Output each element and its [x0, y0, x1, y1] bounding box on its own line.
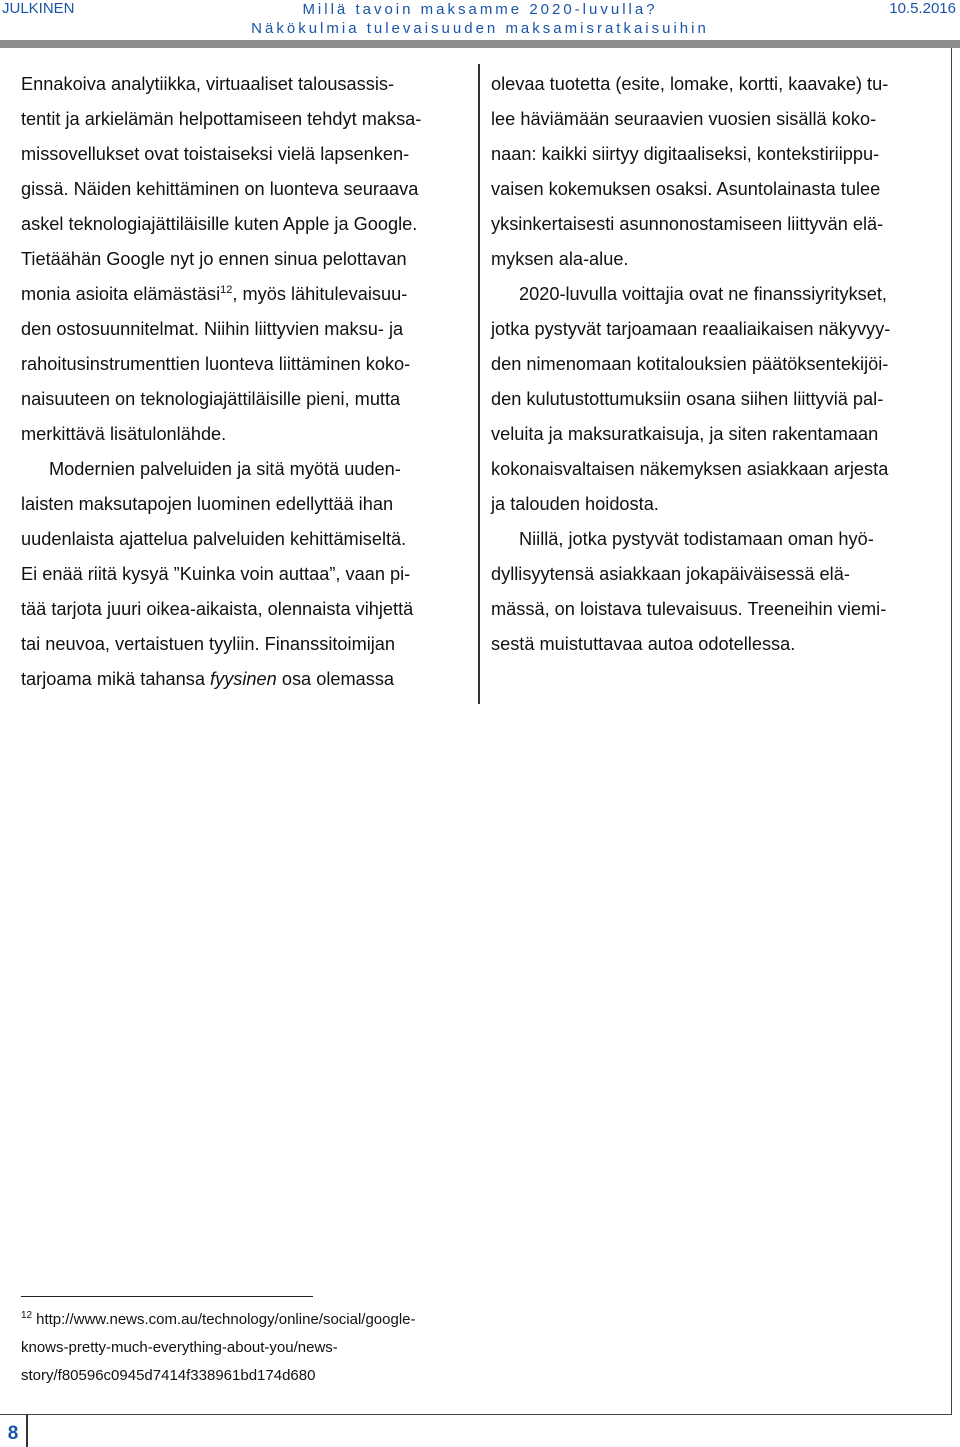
- text-line: Ennakoiva analytiikka, virtuaaliset talousassis-: [21, 74, 395, 94]
- text-line: myksen ala-alue.: [491, 249, 629, 269]
- text-line: sestä muistuttavaa autoa odotellessa.: [491, 634, 796, 654]
- footnote-link[interactable]: knows-pretty-much-everything-about-you/news-: [21, 1339, 338, 1356]
- text-line: den kulutustottumuksiin osana siihen liittyviä pal-: [491, 389, 884, 409]
- footnote-link[interactable]: http://www.news.com.au/technology/online/social/google-: [36, 1311, 416, 1328]
- column-divider: [478, 64, 480, 704]
- text-line: den nimenomaan kotitalouksien päätöksentekijöi-: [491, 354, 889, 374]
- page-number: 8: [7, 1423, 19, 1444]
- right-column: [491, 67, 939, 662]
- footnote-text: [21, 1306, 471, 1390]
- text-line: naisuuteen on teknologiajättiläisille pieni, mutta: [21, 389, 401, 409]
- text-line: Niillä, jotka pystyvät todistamaan oman hyö-: [519, 529, 874, 549]
- text-line: osa olemassa: [276, 669, 395, 689]
- header-title: Millä tavoin maksamme 2020-luvulla?: [302, 1, 658, 18]
- text-line: merkittävä lisätulonlähde.: [21, 424, 227, 444]
- text-line: Tietäähän Google nyt jo ennen sinua pelottavan: [21, 249, 407, 269]
- text-line: den ostosuunnitelmat. Niihin liittyvien maksu- ja: [21, 319, 404, 339]
- text-line: tai neuvoa, vertaistuen tyyliin. Finanssitoimijan: [21, 634, 396, 654]
- footnote: [21, 1306, 471, 1390]
- footnote-reference[interactable]: 12: [220, 284, 233, 296]
- text-line: laisten maksutapojen luominen edellyttää ihan: [21, 494, 394, 514]
- header-subtitle: Näkökulmia tulevaisuuden maksamisratkaisuihin: [251, 20, 709, 37]
- left-paragraph-1: [21, 67, 458, 452]
- text-line: olevaa tuotetta (esite, lomake, kortti, kaavake) tu-: [491, 74, 889, 94]
- text-line: tää tarjota juuri oikea-aikaista, olennaista vihjettä: [21, 599, 414, 619]
- text-line: jotka pystyvät tarjoamaan reaaliaikaisen näkyvyy-: [491, 319, 891, 339]
- right-paragraph-3: [491, 522, 939, 662]
- page-number-bar: [26, 1414, 28, 1447]
- text-line: mässä, on loistava tulevaisuus. Treeneihin viemi-: [491, 599, 887, 619]
- text-line: veluita ja maksuratkaisuja, ja siten rakentamaan: [491, 424, 879, 444]
- header-titles: [160, 0, 800, 38]
- text-line: rahoitusinstrumenttien luonteva liittäminen koko-: [21, 354, 411, 374]
- footnote-rule: [21, 1296, 313, 1297]
- page-header: [0, 0, 960, 40]
- text-line: uudenlaista ajattelua palveluiden kehittämiseltä.: [21, 529, 407, 549]
- footnote-link[interactable]: story/f80596c0945d7414f338961bd174d680: [21, 1367, 316, 1384]
- text-line: tarjoama mikä tahansa: [21, 669, 211, 689]
- text-line: kokonaisvaltaisen näkemyksen asiakkaan arjesta: [491, 459, 889, 479]
- text-line: naan: kaikki siirtyy digitaaliseksi, kontekstiriippu-: [491, 144, 880, 164]
- right-paragraph-1: [491, 67, 939, 277]
- text-line: tentit ja arkielämän helpottamiseen tehdyt maksa-: [21, 109, 422, 129]
- text-line: Modernien palveluiden ja sitä myötä uuden-: [49, 459, 401, 479]
- header-date: 10.5.2016: [889, 0, 956, 17]
- header-rule: [0, 40, 960, 48]
- text-line: dyllisyytensä asiakkaan jokapäiväisessä elä-: [491, 564, 850, 584]
- text-line: yksinkertaisesti asunnonostamiseen liittyvän elä-: [491, 214, 884, 234]
- text-line: gissä. Näiden kehittäminen on luonteva seuraava: [21, 179, 419, 199]
- text-line: 2020-luvulla voittajia ovat ne finanssiyritykset,: [519, 284, 887, 304]
- text-line: Ei enää riitä kysyä ”Kuinka voin auttaa”, vaan pi-: [21, 564, 411, 584]
- left-column: [21, 67, 458, 697]
- text-line: askel teknologiajättiläisille kuten Apple ja Google.: [21, 214, 418, 234]
- left-paragraph-2: [21, 452, 458, 697]
- text-line: vaisen kokemuksen osaksi. Asuntolainasta tulee: [491, 179, 881, 199]
- text-line: , myös lähitulevaisuu-: [232, 284, 408, 304]
- text-line: lee häviämään seuraavien vuosien sisällä koko-: [491, 109, 877, 129]
- text-line: missovellukset ovat toistaiseksi vielä lapsenken-: [21, 144, 410, 164]
- footnote-number: 12: [21, 1310, 33, 1321]
- text-line: monia asioita elämästäsi: [21, 284, 221, 304]
- italic-word: fyysinen: [210, 669, 277, 689]
- classification-label: JULKINEN: [2, 0, 75, 17]
- text-line: ja talouden hoidosta.: [491, 494, 659, 514]
- right-paragraph-2: [491, 277, 939, 522]
